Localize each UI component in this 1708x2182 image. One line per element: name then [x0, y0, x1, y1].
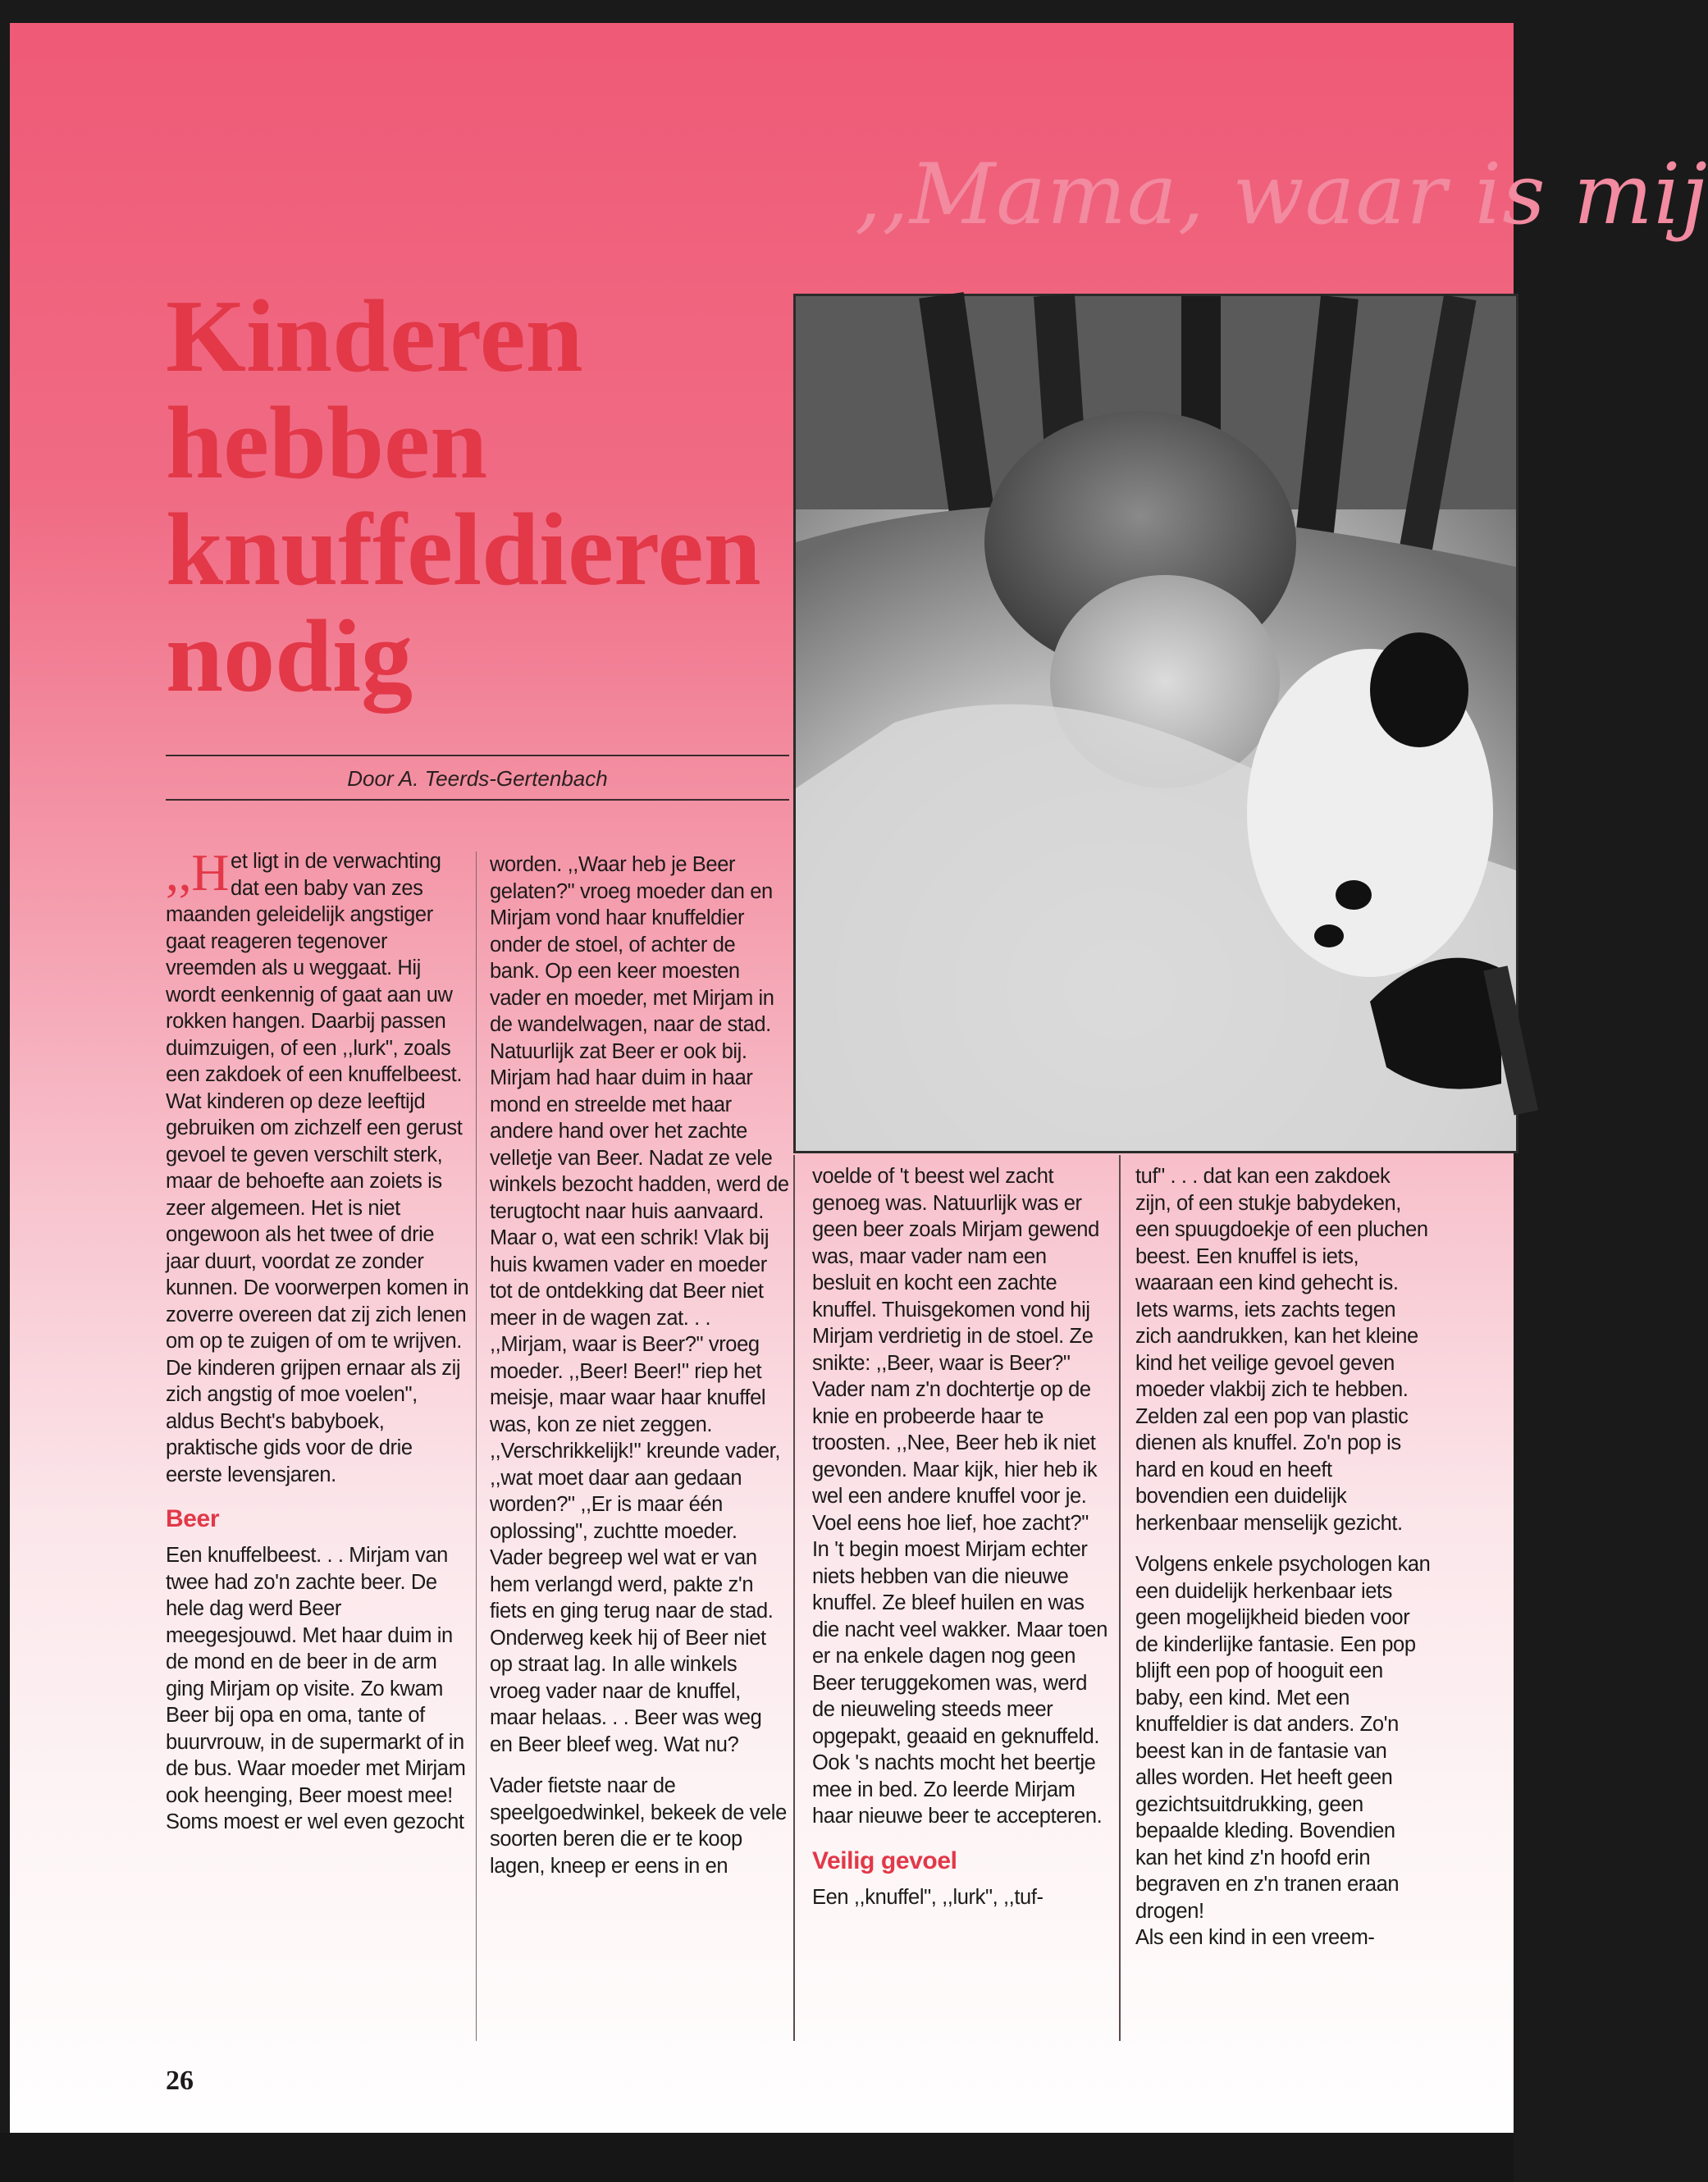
- column-divider-4: [1119, 1155, 1121, 2041]
- child-with-cuddly-toy-photo: [796, 296, 1516, 1151]
- scan-border: [0, 2133, 1514, 2182]
- magazine-page: [10, 23, 1708, 2156]
- byline-rule-top: [166, 755, 789, 756]
- article-photo: [793, 294, 1518, 1153]
- headline-line-4: nodig: [166, 600, 413, 714]
- paragraph: tuf" . . . dat kan een zakdoek zijn, of een stukje babydeken, een spuugdoekje of een pluchen beest. Een knuffel is iets, waaraan een kind gehecht is. Iets warms, iets zachts tegen zich aandrukken, kan het kleine kind het veilige gevoel geven moeder vlakbij zich te hebben. Zelden zal een pop van plastic dienen als knuffel. Zo'n pop is hard en koud en heeft bovendien een duidelijk herkenbaar menselijk gezicht.: [1135, 1165, 1428, 1535]
- subhead-beer: Beer: [166, 1505, 220, 1532]
- paragraph: Als een kind in een vreem-: [1135, 1926, 1375, 1949]
- dropcap: ,,H: [166, 843, 230, 902]
- page-number: 26: [166, 2066, 194, 2096]
- column-divider-3: [793, 1155, 795, 2041]
- paragraph: Vader fietste naar de speelgoedwinkel, bekeek de vele soorten beren die er te koop lagen, kneep er eens in en: [490, 1774, 787, 1878]
- headline: [166, 280, 789, 714]
- paragraph: worden. ,,Waar heb je Beer gelaten?" vroeg moeder dan en Mirjam vond haar knuffeldier onder de stoel, of achter de bank. Op een keer moesten vader en moeder, met Mirjam in de wandelwagen, naar de stad. Natuurlijk zat Beer er ook bij. Mirjam had haar duim in haar mond en streelde met haar andere hand over het zachte velletje van Beer. Nadat ze vele winkels bezocht hadden, werd de terugtocht naar huis aanvaard. Maar o, wat een schrik! Vlak bij huis kwamen vader en moeder tot de ontdekking dat Beer niet meer in de wagen zat. . . ,,Mirjam, waar is Beer?" vroeg moeder. ,,Beer! Beer!" riep het meisje, maar waar haar knuffel was, kon ze niet zeggen. ,,Verschrikkelijk!" kreunde vader, ,,wat moet daar aan gedaan worden?" ,,Er is maar één oplossing", zuchtte moeder. Vader begreep wel wat er van hem verlangd werd, pakte z'n fiets en ging terug naar de stad. Onderweg keek hij of Beer niet op straat lag. In alle winkels vroeg vader naar de knuffel, maar helaas. . . Beer was weg en Beer bleef weg. Wat nu?: [490, 853, 789, 1756]
- column-3: [812, 1163, 1109, 1925]
- byline-rule-bottom: [166, 799, 789, 801]
- headline-line-1: Kinderen: [166, 280, 583, 394]
- paragraph: voelde of 't beest wel zacht genoeg was. Natuurlijk was er geen beer zoals Mirjam gewend was, maar vader nam een besluit en kocht een zachte knuffel. Thuisgekomen vond hij Mirjam verdrietig in de stoel. Ze snikte: ,,Beer, waar is Beer?" Vader nam z'n dochtertje op de knie en probeerde haar te troosten. ,,Nee, Beer heb ik niet gevonden. Maar kijk, hier heb ik wel een andere knuffel voor je. Voel eens hoe lief, hoe zacht?" In 't begin moest Mirjam echter niets hebben van die nieuwe knuffel. Ze bleef huilen en was die nacht veel wakker. Maar toen er na enkele dagen nog geen Beer teruggekomen was, werd de nieuweling steeds meer opgepakt, geaaid en geknuffeld. Ook 's nachts mocht het beertje mee in bed. Zo leerde Mirjam haar nieuwe beer te accepteren.: [812, 1165, 1107, 1828]
- paragraph: Een ,,knuffel", ,,lurk", ,,tuf-: [812, 1885, 1044, 1909]
- column-divider-2: [476, 851, 477, 2041]
- byline: Door A. Teerds-Gertenbach: [347, 766, 608, 791]
- headline-line-2: hebben: [166, 386, 488, 500]
- column-2: [490, 851, 789, 1894]
- column-4: [1135, 1163, 1431, 1966]
- intro-paragraph: ,,H et ligt in de verwachting dat een baby van zes maanden geleidelijk angstiger gaat reageren tegenover vreemden als u weggaat. Hij wordt eenkennig of gaat aan uw rokken hangen. Daarbij passen duimzuigen, of een ,,lurk", zoals een zakdoek of een knuffelbeest. Wat kinderen op deze leeftijd gebruiken om zichzelf een gerust gevoel te geven verschilt sterk, maar de behoefte aan zoiets is zeer algemeen. Het is niet ongewoon als het twee of drie jaar duurt, voordat ze zonder kunnen. De voorwerpen komen in zoverre overeen dat zij zich lenen om op te zuigen of om te wrijven. De kinderen grijpen ernaar als zij zich angstig of moe voelen", aldus Becht's babyboek, praktische gids voor de drie eerste levensjaren.: [166, 843, 469, 1486]
- paragraph: Volgens enkele psychologen kan een duidelijk herkenbaar iets geen mogelijkheid bieden voor de kinderlijke fantasie. Een pop blijft een pop of hooguit een baby, een kind. Met een knuffeldier is dat anders. Zo'n beest kan in de fantasie van alles worden. Het heeft geen gezichtsuitdrukking, geen bepaalde kleding. Bovendien kan het kind z'n hoofd erin begraven en z'n tranen eraan drogen!: [1135, 1553, 1431, 1923]
- paragraph-beer: Een knuffelbeest. . . Mirjam van twee had zo'n zachte beer. De hele dag werd Beer meegesjouwd. Met haar duim in de mond en de beer in de arm ging Mirjam op visite. Zo kwam Beer bij opa en oma, tante of buurvrouw, in de supermarkt of in de bus. Waar moeder met Mirjam ook heenging, Beer moest mee! Soms moest er wel even gezocht: [166, 1544, 466, 1833]
- kicker-title: ,,Mama, waar is mij: [855, 146, 1708, 244]
- subhead-veilig-gevoel: Veilig gevoel: [812, 1846, 957, 1874]
- headline-line-3: knuffeldieren: [166, 493, 761, 607]
- column-1: [166, 843, 469, 1851]
